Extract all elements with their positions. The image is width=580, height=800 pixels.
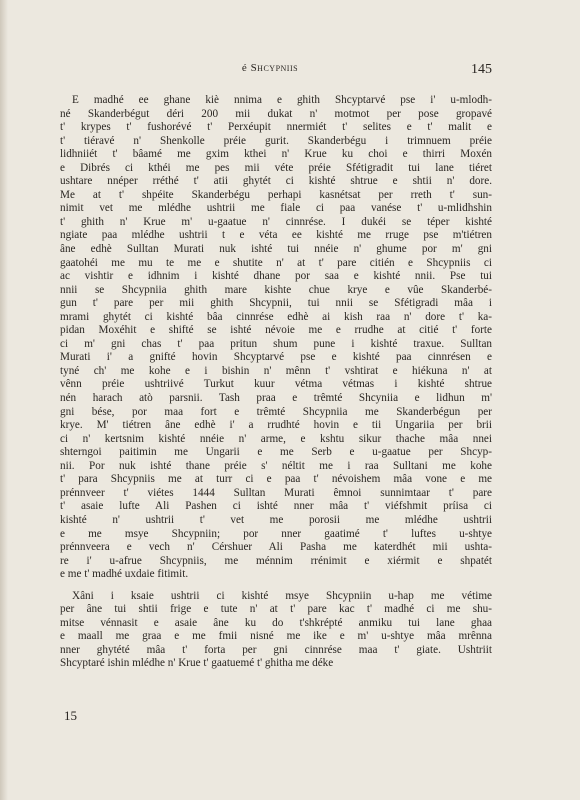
text-line: prénnveer t' viétes 1444 Sulltan Murati êmnoi sunnimtaar t' pare xyxy=(60,486,492,499)
text-line: nnii se Shcypniia ghith mare kishte chue krye e vûe Skanderbé- xyxy=(60,283,492,296)
text-line: prénnveera e vech n' Cérshuer Ali Pasha me katerdhét mii ushta- xyxy=(60,541,492,554)
text-line: mitse vénnasit e asaie âne ku do t'shkrépté anmiku tui lane ghaa xyxy=(60,616,492,629)
text-line: t' para Shcypniis me at turr ci e paa t' névoishem mâa vone e me xyxy=(60,473,492,486)
paragraph xyxy=(60,590,492,671)
text-line: e Dibrés ci kthéi me pes mii véte préie Sfétigradit tui lane tiéret xyxy=(60,161,492,174)
text-line: gni bése, por maa fort e trêmté Shcypniia me Skanderbégun per xyxy=(60,405,492,418)
text-line: e maall me graa e me fmii nisné me ike e m' u-shtye mâa mrênna xyxy=(60,630,492,643)
running-head xyxy=(60,62,480,74)
text-line: nner ghytété mâa t' forta per gni cinnrése maa t' giate. Ushtriit xyxy=(60,643,492,656)
text-line: kishté n' ushtrii t' vet me porosii me mlédhe ushtrii xyxy=(60,513,492,526)
text-line: E madhé ee ghane kiè nnima e ghith Shcyptarvé pse i' u-mlodh- xyxy=(72,94,492,106)
text-line: krye. M' tiétren âne edhè i' a rrudhté hovin e tii Ungariia per brii xyxy=(60,419,492,432)
body-text xyxy=(60,94,492,671)
page-gutter-shadow xyxy=(0,0,8,800)
text-line: lidhniiét t' bâamé me gxim kthei n' Krue ku choi e thirri Moxén xyxy=(60,148,492,161)
text-line: ngiate paa mlédhe ushtrii t e véta ee kishté me rruge pse m'tiétren xyxy=(60,229,492,242)
text-line: nimit vet me mlédhe ushtrii me fiale ci paa vanése t' u-mlidhshin xyxy=(60,202,492,215)
text-line: gun t' pare per mii ghith Shcypnii, tui nnii se Sfétigradi mâa i xyxy=(60,297,492,310)
text-line: Xâni i ksaie ushtrii ci kishté msye Shcypniin u-hap me vétime xyxy=(72,589,492,602)
text-line: ci m' gni chas t' paa pritun shum pune i kishté traxue. Sulltan xyxy=(60,337,492,350)
text-line: e me msye Shcypniin; por nner gaatimé t' luftes u-shtye xyxy=(60,527,492,540)
text-line: Shcyptaré ishin mlédhe n' Krue t' gaatuemé t' ghitha me déke xyxy=(60,657,334,670)
paragraph-break xyxy=(60,582,492,590)
text-line: né Skanderbégut déri 200 mii dukat n' motmot per pose gropavé xyxy=(60,107,492,120)
text-line: mrami ghytét ci kishté bâa cinnrése edhè ai kish raa n' dore t' ka- xyxy=(60,310,492,323)
text-line: shterngoi paitimin me Ungarii e me Serb e u-gaatue per Shcyp- xyxy=(60,446,492,459)
paragraph xyxy=(60,94,492,582)
text-line: t' asaie lufte Ali Pashen ci ishté nner mâa t' viéfshmit príisa ci xyxy=(60,500,492,513)
text-line: ac vishtir e idhnim i kishté dhane por saa e kishté nnii. Pse tui xyxy=(60,270,492,283)
running-head-title: Shcypniis xyxy=(250,62,299,74)
text-line: t' tiéravé n' Shenkolle préie gurit. Skanderbégu i trimnuem préie xyxy=(60,134,492,147)
text-line: t' krypes t' fushorévé t' Perxéupit nnermiét t' selites e t' malit e xyxy=(60,121,492,134)
text-line: per âne tui shtii frige e tute n' at t' pare kac t' madhé ci me shu- xyxy=(60,603,492,616)
text-line: t' ghith n' Krue m' u-gaatue n' cinnrése. I dukéi se téper kishté xyxy=(60,215,492,228)
running-head-prefix: é xyxy=(241,62,251,74)
text-line: vênn préie ushtriivé Turkut kuur vétma vétmas i kishté shtrue xyxy=(60,378,492,391)
text-line: Me at t' shpéite Skanderbégu perhapi kasnétsat per rreth t' sun- xyxy=(60,188,492,201)
text-line: ci n' kertsnim kishté nnéie n' arme, e kshtu sikur thache mâa nnei xyxy=(60,432,492,445)
text-line: re i' u-afrue Shcypniis, me ménnim rrénimit e xiérmit e shpatét xyxy=(60,554,492,567)
text-line: tyné ch' me kohe e i bishin n' mênn t' vshtirat e hiékuna n' at xyxy=(60,364,492,377)
page-number: 145 xyxy=(471,62,492,77)
text-line: e me t' madhé uxdaie fitimit. xyxy=(60,568,189,581)
text-line: Murati i' a gnifté hovin Shcyptarvé pse e kishté paa cinnrésen e xyxy=(60,351,492,364)
text-line: pidan Moxéhit e shifté se ishté névoie me e rrudhe at citié t' forte xyxy=(60,324,492,337)
text-line: ushtare nnéper rréthé t' atii ghytét ci kishté shtrue e shtii n' dore. xyxy=(60,175,492,188)
text-line: nii. Por nuk ishté thane préie s' néltit me i raa Sulltani me kohe xyxy=(60,459,492,472)
text-line: nén harach atò parsnii. Tash praa e trêmté Shcyniia e lidhun m' xyxy=(60,392,492,405)
signature-mark: 15 xyxy=(64,708,77,723)
text-line: gaatohéi me mu te me e shutite n' at t' pare citién e Shcypniis ci xyxy=(60,256,492,269)
text-line: âne edhè Sulltan Murati nuk ishté tui nnéie n' ghume por m' gni xyxy=(60,243,492,256)
